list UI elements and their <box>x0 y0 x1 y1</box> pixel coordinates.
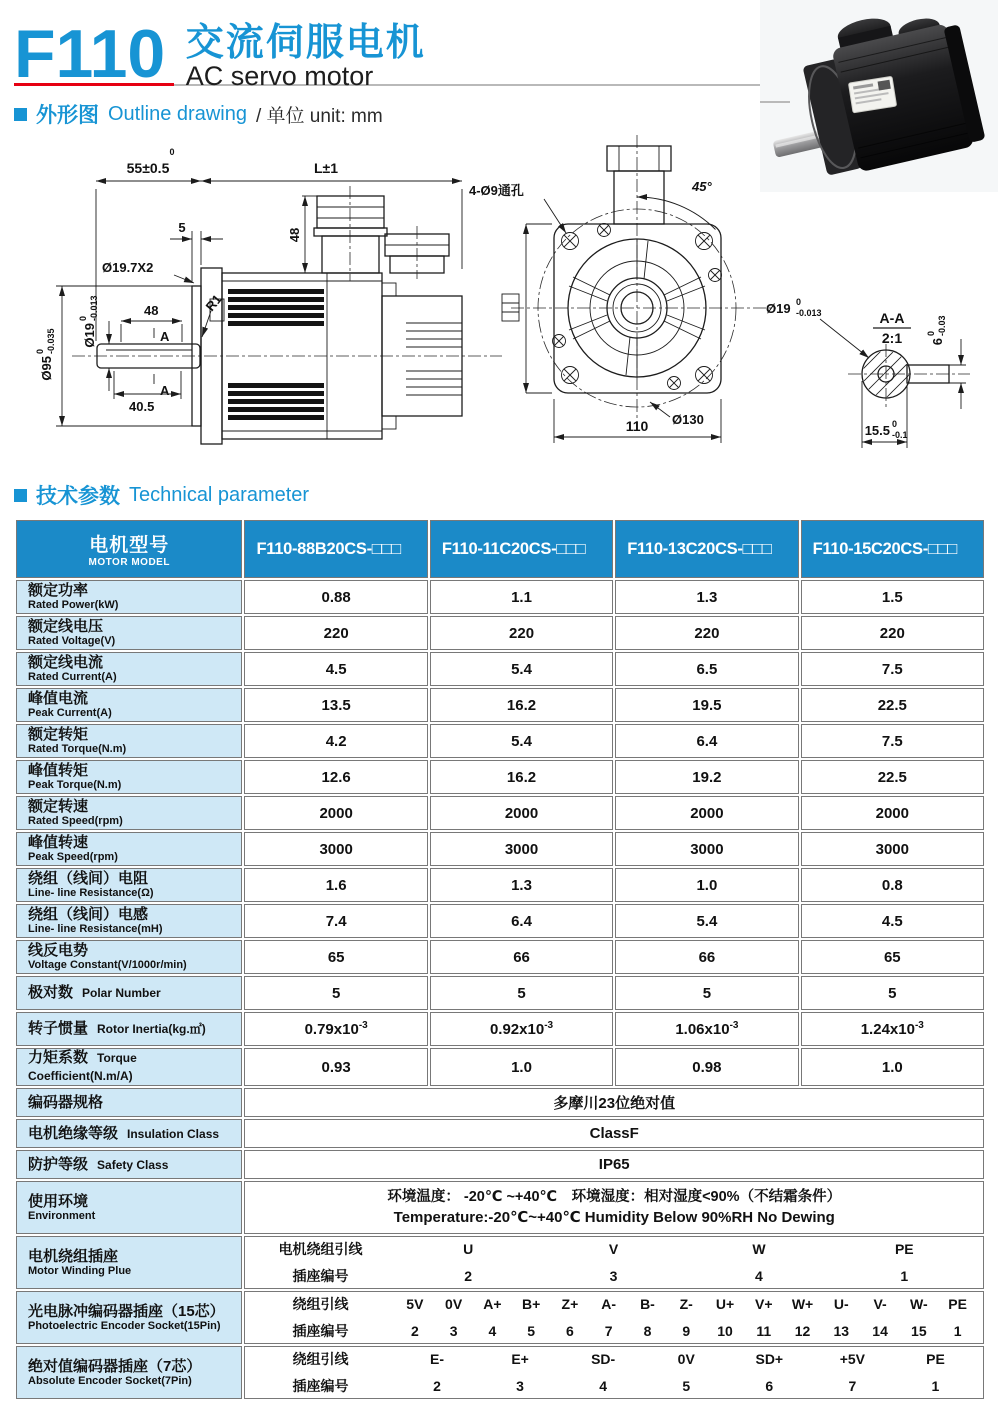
pin-number: 2 <box>464 1268 473 1284</box>
value-cell: 220 <box>615 616 798 650</box>
value-cell: 5 <box>615 976 798 1010</box>
table-row <box>16 1181 984 1234</box>
pin-name: E+ <box>511 1351 529 1367</box>
value-cell: 3000 <box>801 832 984 866</box>
row-label <box>16 1150 242 1179</box>
row-label-zh: 编码器规格 <box>28 1093 104 1111</box>
table-row <box>16 832 984 866</box>
pin-name: Z- <box>679 1296 693 1312</box>
value-cell: 220 <box>801 616 984 650</box>
value-cell: 1.0 <box>615 868 798 902</box>
row-label <box>16 940 242 974</box>
pin-name: V+ <box>755 1296 773 1312</box>
pin-name: U- <box>833 1296 849 1312</box>
svg-text:Ø19: Ø19 <box>82 323 97 348</box>
pin-name: 0V <box>677 1351 695 1367</box>
row-label <box>16 868 242 902</box>
outline-unit-note: / 单位 unit: mm <box>255 105 383 127</box>
svg-text:40.5: 40.5 <box>129 399 155 414</box>
pin-name: Z+ <box>561 1296 579 1312</box>
row-label-zh: 额定转矩 <box>28 726 89 744</box>
row-label <box>16 796 242 830</box>
row-label <box>16 724 242 758</box>
row-label <box>16 904 242 938</box>
row-label-en: Photoelectric Encoder Socket(15Pin) <box>28 1319 221 1332</box>
row-label-zh: 电机绕组插座 <box>28 1247 119 1265</box>
pin-number: 5 <box>527 1323 536 1339</box>
value-cell: 0.98 <box>615 1048 798 1086</box>
value-cell: 1.6 <box>244 868 427 902</box>
value-cell: 3000 <box>615 832 798 866</box>
row-label-en: Safety Class <box>97 1157 169 1172</box>
row-label <box>16 1088 242 1117</box>
title-chinese: 交流伺服电机 <box>185 22 426 64</box>
row-label-en: Polar Number <box>82 986 161 1000</box>
row-label-en: Environment <box>28 1209 96 1222</box>
svg-text:A: A <box>160 383 170 398</box>
svg-text:110: 110 <box>625 418 649 434</box>
svg-text:55±0.5: 55±0.5 <box>126 160 170 176</box>
tech-heading-zh: 技术参数 <box>36 485 120 508</box>
svg-text:Ø130: Ø130 <box>672 412 704 427</box>
row-label <box>16 1346 242 1399</box>
svg-text:Ø95: Ø95 <box>39 356 54 381</box>
pin-assignment-cell <box>244 1236 984 1289</box>
pin-number: 6 <box>566 1323 574 1339</box>
pin-row2-label: 插座编号 <box>292 1323 349 1339</box>
title-english: AC servo motor <box>185 61 374 91</box>
pin-name: 0V <box>445 1296 463 1312</box>
row-label <box>16 580 242 614</box>
svg-text:Ø19: Ø19 <box>766 301 791 316</box>
pin-name: W <box>752 1241 766 1257</box>
pin-name: U <box>463 1241 474 1257</box>
pin-number: 3 <box>609 1268 618 1284</box>
value-cell: $1.06x10^{-3}$ <box>615 1012 798 1046</box>
row-label <box>16 616 242 650</box>
value-cell: 3000 <box>244 832 427 866</box>
value-cell: $0.79x10^{-3}$ <box>244 1012 427 1046</box>
value-cell: 5.4 <box>615 904 798 938</box>
row-label-en: Peak Torque(N.m) <box>28 779 122 792</box>
environment-cell <box>244 1181 984 1234</box>
svg-text:L±1: L±1 <box>313 160 339 176</box>
row-label-en: Insulation Class <box>127 1126 220 1141</box>
value-cell: 22.5 <box>801 760 984 794</box>
pin-assignment-cell <box>244 1346 984 1399</box>
product-model: F110 <box>14 16 166 92</box>
pin-number: 4 <box>488 1323 497 1339</box>
row-label-zh: 极对数 <box>28 984 74 1001</box>
row-label <box>16 688 242 722</box>
value-cell: 66 <box>430 940 613 974</box>
value-cell: 220 <box>430 616 613 650</box>
table-row <box>16 724 984 758</box>
value-cell: 2000 <box>430 796 613 830</box>
tech-heading-en: Technical parameter <box>129 483 310 506</box>
svg-text:2:1: 2:1 <box>881 330 903 346</box>
svg-text:-0.03: -0.03 <box>937 315 947 336</box>
row-label-en: Rated Power(kW) <box>28 599 119 612</box>
table-row <box>16 1150 984 1179</box>
row-label-zh: 额定线电压 <box>28 618 104 636</box>
svg-text:0: 0 <box>78 315 88 321</box>
pin-number: 1 <box>953 1323 962 1339</box>
row-label-en: Torque Coefficient(N.m/A) <box>28 1051 137 1083</box>
value-cell: 2000 <box>801 796 984 830</box>
row-label-en: Rated Speed(rpm) <box>28 815 123 828</box>
technical-parameter-table <box>14 518 986 1401</box>
table-row <box>16 580 984 614</box>
svg-text:0: 0 <box>926 330 936 336</box>
pin-number: 4 <box>599 1378 608 1394</box>
outline-heading-zh: 外形图 <box>36 104 99 127</box>
pin-row2-label: 插座编号 <box>292 1378 349 1394</box>
model-column-header: F110-13C20CS-□□□ <box>615 520 798 578</box>
svg-text:0: 0 <box>169 147 175 157</box>
table-row <box>16 1236 984 1289</box>
row-label-en: Peak Current(A) <box>28 707 112 720</box>
row-label-en: Line- line Resistance(Ω) <box>28 887 154 900</box>
row-label-en: Rated Torque(N.m) <box>28 743 127 756</box>
pin-name: B+ <box>522 1296 541 1312</box>
svg-text:-0.013: -0.013 <box>796 308 822 318</box>
row-label <box>16 1236 242 1289</box>
row-label-zh: 电机绝缘等级 <box>28 1124 119 1142</box>
pin-name: V <box>608 1241 619 1257</box>
row-label-zh: 使用环境 <box>28 1192 89 1210</box>
pin-number: 4 <box>755 1268 763 1284</box>
table-row <box>16 1012 984 1046</box>
pin-number: 7 <box>604 1323 613 1339</box>
row-label <box>16 1012 242 1046</box>
span-value-cell: ClassF <box>244 1119 984 1148</box>
pin-number: 3 <box>449 1323 458 1339</box>
product-titles <box>186 22 426 90</box>
pin-name: U+ <box>715 1296 735 1312</box>
pin-number: 15 <box>911 1323 927 1339</box>
pin-name: PE <box>894 1241 914 1257</box>
pin-name: B- <box>640 1296 655 1312</box>
pin-name: W- <box>910 1296 928 1312</box>
value-cell: 7.4 <box>244 904 427 938</box>
value-cell: 4.5 <box>244 652 427 686</box>
table-row <box>16 976 984 1010</box>
value-cell: 0.88 <box>244 580 427 614</box>
table-row <box>16 688 984 722</box>
pin-number: 6 <box>765 1378 774 1394</box>
row-label-zh: 峰值电流 <box>28 690 89 708</box>
svg-text:15.5: 15.5 <box>864 423 890 438</box>
side-view <box>35 147 502 444</box>
pin-number: 3 <box>516 1378 524 1394</box>
row-label-zh: 线反电势 <box>28 942 89 960</box>
value-cell: 22.5 <box>801 688 984 722</box>
svg-text:5: 5 <box>178 220 186 235</box>
model-column-header: F110-88B20CS-□□□ <box>244 520 427 578</box>
row-label <box>16 976 242 1010</box>
value-cell: 4.5 <box>801 904 984 938</box>
svg-text:R1: R1 <box>202 291 225 314</box>
outline-heading-en: Outline drawing <box>108 102 247 125</box>
row-label-zh: 防护等级 <box>28 1155 89 1173</box>
pin-number: 7 <box>848 1378 857 1394</box>
table-row <box>16 904 984 938</box>
section-bullet-icon <box>14 108 27 121</box>
pin-name: 5V <box>406 1296 424 1312</box>
row-label-zh: 峰值转速 <box>28 834 89 852</box>
table-row <box>16 796 984 830</box>
table-row <box>16 1291 984 1344</box>
motor-model-label-zh: 电机型号 <box>89 535 170 556</box>
row-label-en: Absolute Encoder Socket(7Pin) <box>28 1374 192 1387</box>
svg-text:48: 48 <box>144 303 159 318</box>
table-row <box>16 1048 984 1086</box>
value-cell: $1.24x10^{-3}$ <box>801 1012 984 1046</box>
svg-text:0: 0 <box>35 348 45 354</box>
svg-text:-0.013: -0.013 <box>89 295 99 321</box>
row-label-en: Line- line Resistance(mH) <box>28 923 163 936</box>
svg-text:6: 6 <box>930 338 945 346</box>
value-cell: $0.92x10^{-3}$ <box>430 1012 613 1046</box>
front-view <box>469 135 776 443</box>
pin-number: 10 <box>717 1323 733 1339</box>
row-label <box>16 652 242 686</box>
row-label-en: Rated Current(A) <box>28 671 117 684</box>
value-cell: 0.8 <box>801 868 984 902</box>
pin-number: 11 <box>756 1323 772 1339</box>
model-column-header: F110-11C20CS-□□□ <box>430 520 613 578</box>
pin-name: A- <box>601 1296 617 1312</box>
row-label <box>16 832 242 866</box>
table-header-row <box>16 520 984 578</box>
environment-line-en: Temperature:-20℃~+40℃ Humidity Below 90%RH No Dewing <box>393 1209 835 1227</box>
value-cell: 1.5 <box>801 580 984 614</box>
section-view-aa <box>766 297 970 448</box>
row-label-en: Voltage Constant(V/1000r/min) <box>28 959 187 972</box>
table-row <box>16 760 984 794</box>
row-label-en: Peak Speed(rpm) <box>28 851 118 864</box>
table-row <box>16 616 984 650</box>
table-row <box>16 1119 984 1148</box>
pin-number: 2 <box>433 1378 441 1394</box>
pin-number: 14 <box>872 1323 888 1339</box>
value-cell: 65 <box>801 940 984 974</box>
pin-name: PE <box>948 1296 967 1312</box>
row-label <box>16 1181 242 1234</box>
row-label-en: Motor Winding Plue <box>28 1264 132 1277</box>
value-cell: 66 <box>615 940 798 974</box>
svg-text:-0.035: -0.035 <box>46 328 56 354</box>
span-value-cell: 多摩川23位绝对值 <box>244 1088 984 1117</box>
pin-name: W+ <box>791 1296 814 1312</box>
table-row <box>16 1088 984 1117</box>
svg-text:Ø19.7X2: Ø19.7X2 <box>102 260 154 275</box>
row-label <box>16 1291 242 1344</box>
pin-number: 13 <box>833 1323 850 1339</box>
value-cell: 1.3 <box>430 868 613 902</box>
pin-row1-label: 电机绕组引线 <box>278 1241 363 1257</box>
value-cell: 4.2 <box>244 724 427 758</box>
pin-name: V- <box>873 1296 887 1312</box>
pin-number: 5 <box>682 1378 691 1394</box>
value-cell: 0.93 <box>244 1048 427 1086</box>
row-label-zh: 力矩系数 <box>28 1049 89 1066</box>
motor-model-header <box>16 520 242 578</box>
row-label-zh: 峰值转矩 <box>28 762 89 780</box>
row-label <box>16 760 242 794</box>
tech-section-heading <box>14 480 986 510</box>
value-cell: 2000 <box>615 796 798 830</box>
table-row <box>16 652 984 686</box>
pin-name: E- <box>430 1351 444 1367</box>
pin-name: SD+ <box>755 1351 784 1367</box>
value-cell: 7.5 <box>801 652 984 686</box>
value-cell: 1.1 <box>430 580 613 614</box>
row-label-zh: 光电脉冲编码器插座（15芯） <box>28 1302 225 1320</box>
pin-number: 8 <box>643 1323 652 1339</box>
pin-number: 1 <box>900 1268 909 1284</box>
row-label-zh: 绝对值编码器插座（7芯） <box>28 1357 202 1375</box>
value-cell: 1.0 <box>430 1048 613 1086</box>
row-label-zh: 额定转速 <box>28 798 89 816</box>
svg-text:A-A: A-A <box>879 310 905 326</box>
value-cell: 5 <box>430 976 613 1010</box>
svg-text:0: 0 <box>796 297 802 307</box>
value-cell: 5 <box>801 976 984 1010</box>
value-cell: 5 <box>244 976 427 1010</box>
pin-grid <box>245 1239 977 1286</box>
value-cell: 65 <box>244 940 427 974</box>
table-row <box>16 940 984 974</box>
value-cell: 5.4 <box>430 724 613 758</box>
value-cell: 6.4 <box>430 904 613 938</box>
value-cell: 6.4 <box>615 724 798 758</box>
section-bullet-icon <box>14 489 27 502</box>
row-label <box>16 1048 242 1086</box>
pin-number: 1 <box>931 1378 940 1394</box>
value-cell: 7.5 <box>801 724 984 758</box>
value-cell: 19.2 <box>615 760 798 794</box>
pin-row1-label: 绕组引线 <box>292 1296 349 1312</box>
pin-name: SD- <box>591 1351 616 1367</box>
row-label-zh: 额定线电流 <box>28 654 104 672</box>
value-cell: 5.4 <box>430 652 613 686</box>
svg-text:45°: 45° <box>692 179 712 194</box>
value-cell: 220 <box>244 616 427 650</box>
svg-text:A: A <box>160 329 170 344</box>
outline-drawing <box>14 131 986 474</box>
pin-row2-label: 插座编号 <box>292 1268 349 1284</box>
motor-model-label-en: MOTOR MODEL <box>88 557 170 568</box>
svg-text:48: 48 <box>287 227 302 243</box>
value-cell: 2000 <box>244 796 427 830</box>
value-cell: 19.5 <box>615 688 798 722</box>
pin-row1-label: 绕组引线 <box>292 1351 349 1367</box>
pin-number: 9 <box>682 1323 691 1339</box>
pin-number: 2 <box>410 1323 419 1339</box>
value-cell: 1.0 <box>801 1048 984 1086</box>
value-cell: 16.2 <box>430 760 613 794</box>
span-value-cell: IP65 <box>244 1150 984 1179</box>
row-label-zh: 绕组（线间）电感 <box>28 906 149 924</box>
value-cell: 13.5 <box>244 688 427 722</box>
row-label-en: Rated Voltage(V) <box>28 635 116 648</box>
row-label-en: Rotor Inertia(kg.㎡) <box>97 1022 206 1036</box>
pin-grid <box>245 1294 977 1341</box>
svg-text:0: 0 <box>892 419 898 429</box>
table-row <box>16 868 984 902</box>
row-label-zh: 转子惯量 <box>28 1020 89 1037</box>
svg-text:-0.1: -0.1 <box>892 430 908 440</box>
pin-name: +5V <box>839 1351 866 1367</box>
pin-name: A+ <box>483 1296 502 1312</box>
model-column-header: F110-15C20CS-□□□ <box>801 520 984 578</box>
pin-number: 12 <box>794 1323 811 1339</box>
value-cell: 6.5 <box>615 652 798 686</box>
row-label-zh: 绕组（线间）电阻 <box>28 870 149 888</box>
row-label <box>16 1119 242 1148</box>
row-label-zh: 额定功率 <box>28 582 89 600</box>
environment-line-zh: 环境温度： -20℃ ~+40℃ 环境湿度：相对湿度<90%（不结霜条件） <box>387 1189 842 1206</box>
pin-grid <box>245 1349 977 1396</box>
value-cell: 12.6 <box>244 760 427 794</box>
value-cell: 3000 <box>430 832 613 866</box>
pin-name: PE <box>926 1351 945 1367</box>
value-cell: 1.3 <box>615 580 798 614</box>
outline-drawing-svg <box>14 131 986 469</box>
value-cell: 16.2 <box>430 688 613 722</box>
table-row <box>16 1346 984 1399</box>
pin-assignment-cell <box>244 1291 984 1344</box>
svg-text:4-Ø9通孔: 4-Ø9通孔 <box>469 183 524 198</box>
